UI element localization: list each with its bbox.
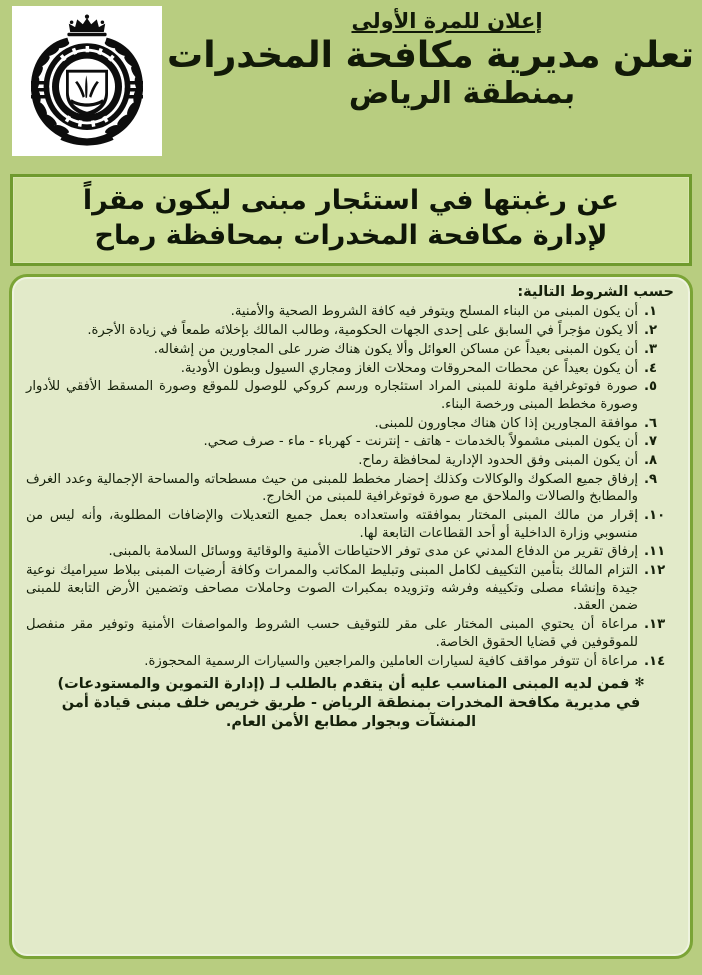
conditions-list [24, 303, 678, 671]
condition-item [24, 433, 678, 451]
condition-text: أن يكون المبنى من البناء المسلح ويتوفر فيه كافة الشروط الصحية والأمنية. [230, 304, 638, 320]
condition-number: ١٣. [644, 617, 666, 633]
asterisk-icon: ✻ [634, 675, 645, 690]
condition-text: صورة فوتوغرافية ملونة للمبنى المراد استئجاره ورسم كروكي للوصول للموقع وصورة المسقط الأفقي للأدوار وصورة مخطط المبنى ورخصة البناء. [26, 379, 638, 412]
condition-number: ١٠. [644, 508, 666, 524]
condition-text: أن يكون المبنى بعيداً عن مساكن العوائل وألا يكون هناك ضرر على المجاورين من إشغاله. [153, 341, 638, 357]
condition-item [24, 653, 678, 671]
condition-item [24, 562, 678, 615]
condition-text: إقرار من مالك المبنى المختار بموافقته واستعداده بعمل جميع التعديلات والإضافات المطلوبة، وأنه ليس من منسوبي وزارة الداخلية أو أحد القطاعات التابعة لها. [26, 508, 638, 541]
header [0, 0, 702, 172]
condition-number: ١. [644, 304, 658, 320]
bottom-strip [0, 969, 702, 975]
condition-item [24, 616, 678, 651]
condition-text: ألا يكون مؤجراً في السابق على إحدى الجهات الحكومية، وطالب المالك بإخلائه طمعاً في زيادة الأجرة. [87, 323, 638, 339]
condition-item [24, 415, 678, 433]
footer-note [24, 675, 678, 732]
condition-text: التزام المالك بتأمين التكييف لكامل المبنى وتبليط المكاتب والممرات وكافة أرضيات المبنى ببلاط سيراميك نوعية جيدة وإنشاء مصلى وتكييفه وفرشه وتزويده بمكبرات الصوت وحاملات مصاحف وتضمين الأرض التابعة للمبنى ضمن العقد. [26, 563, 638, 614]
condition-item [24, 322, 678, 340]
condition-item [24, 471, 678, 506]
condition-item [24, 360, 678, 378]
condition-item [24, 452, 678, 470]
subtitle-line-2: لإدارة مكافحة المخدرات بمحافظة رماح [94, 219, 608, 251]
condition-number: ١٤. [644, 653, 666, 669]
conditions-heading: حسب الشروط التالية: [517, 284, 674, 301]
condition-number: ٣. [644, 341, 658, 357]
condition-text: أن يكون المبنى وفق الحدود الإدارية لمحافظة رماح. [358, 452, 638, 468]
ministry-emblem [12, 6, 162, 156]
condition-text: إرفاق جميع الصكوك والوكالات وكذلك إحضار مخطط للمبنى من حيث مسطحاته والمساحة الإجمالية وعدد الغرف والمطابخ والصالات والملاحق مع صورة فوتوغرافية للمبنى من الخارج. [26, 471, 638, 505]
footer-line-1 [28, 675, 674, 694]
condition-item [24, 303, 678, 321]
conditions-panel [9, 274, 693, 959]
condition-number: ٤. [644, 360, 658, 376]
condition-number: ١١. [644, 544, 666, 560]
footer-text-1: فمن لديه المبنى المناسب عليه أن يتقدم بالطلب لـ (إدارة التموين والمستودعات) [57, 676, 630, 693]
condition-number: ٧. [644, 434, 658, 450]
announcement-title-line-1: تعلن مديرية مكافحة المخدرات [167, 35, 694, 77]
announcement-kicker: إعلان للمرة الأولى [351, 9, 543, 33]
condition-text: مراعاة أن تتوفر مواقف كافية لسيارات العاملين والمراجعين والسيارات الرسمية المحجوزة. [144, 653, 638, 669]
subtitle-box [10, 174, 692, 266]
announcement-title-line-2: بمنطقة الرياض [348, 75, 576, 111]
condition-text: أن يكون المبنى مشمولاً بالخدمات - هاتف - إنترنت - كهرباء - ماء - صرف صحي. [203, 434, 638, 450]
condition-text: موافقة المجاورين إذا كان هناك مجاورون للمبنى. [374, 415, 638, 431]
footer-line-3: المنشآت وبجوار مطابع الأمن العام. [225, 714, 477, 731]
condition-item [24, 341, 678, 359]
condition-number: ٩. [644, 471, 658, 487]
condition-item [24, 543, 678, 561]
condition-number: ٢. [644, 323, 658, 339]
condition-number: ١٢. [644, 563, 666, 579]
condition-text: مراعاة أن يحتوي المبنى المختار على مقر للتوقيف حسب الشروط والمواصفات الأمنية وتوفير مقر منفصل للموقوفين في قضايا الحقوق الخاصة. [26, 617, 638, 650]
condition-number: ٨. [644, 452, 658, 468]
condition-number: ٥. [644, 379, 658, 395]
condition-text: إرفاق تقرير من الدفاع المدني عن مدى توفر الاحتياطات الأمنية والوقائية ووسائل السلامة بالمبنى. [108, 544, 638, 560]
subtitle-line-1: عن رغبتها في استئجار مبنى ليكون مقراً [82, 185, 620, 216]
emblem-icon [17, 11, 157, 151]
footer-line-2: في مديرية مكافحة المخدرات بمنطقة الرياض - طريق خريص خلف مبنى قيادة أمن [61, 695, 641, 712]
condition-number: ٦. [644, 415, 658, 431]
condition-text: أن يكون بعيداً عن محطات المحروقات ومحلات الغاز ومجاري السيول وبطون الأودية. [180, 360, 638, 376]
header-text-block [167, 8, 694, 111]
condition-item [24, 507, 678, 542]
condition-item [24, 378, 678, 413]
